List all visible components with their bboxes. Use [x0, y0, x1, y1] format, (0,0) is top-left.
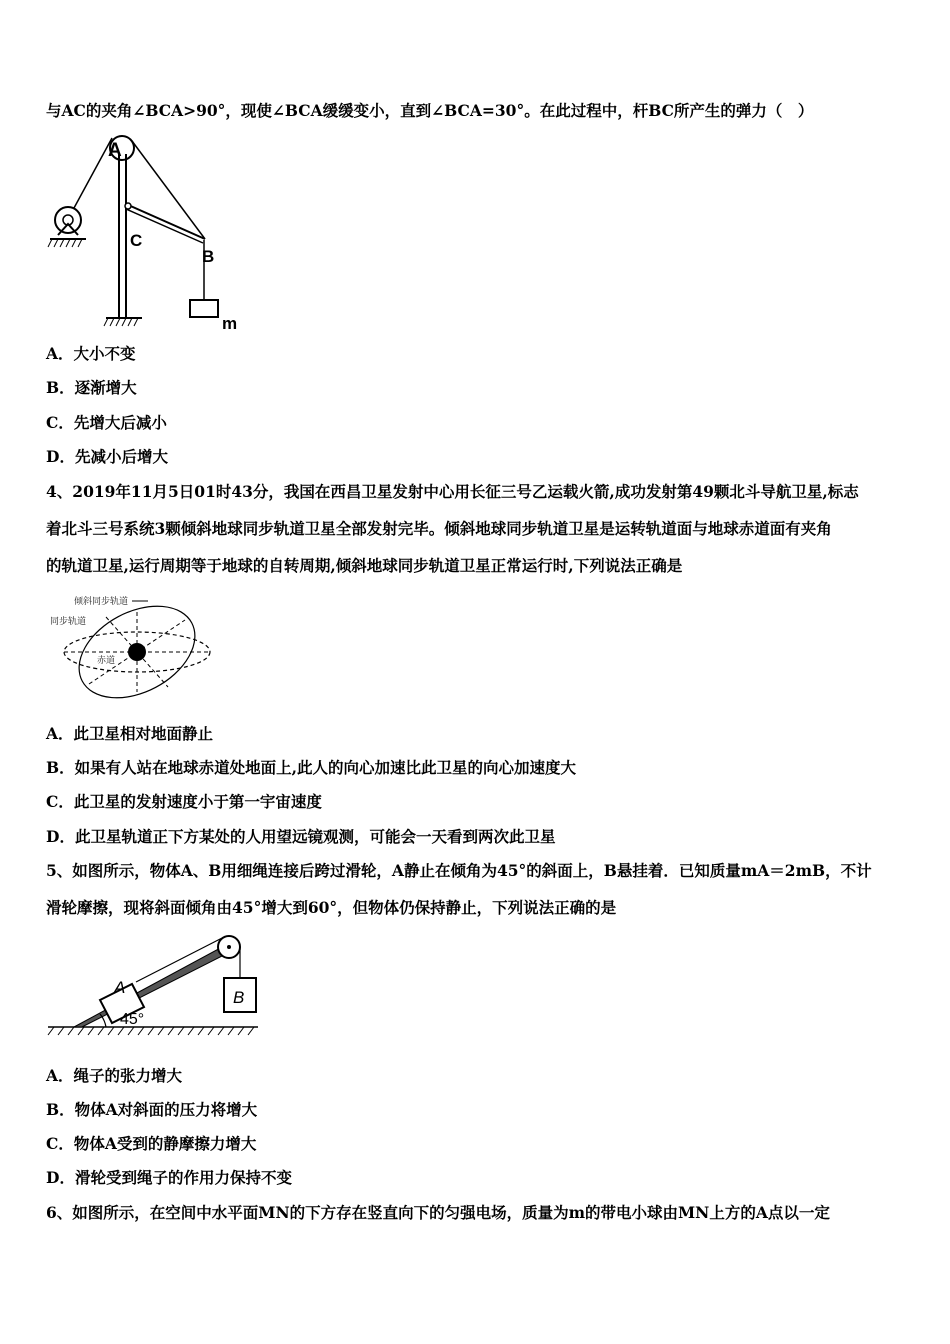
- label-angle: 45°: [120, 1011, 145, 1028]
- label-a: A: [114, 978, 126, 997]
- mass-block: [190, 300, 218, 317]
- q3-option-d: D．先减小后增大: [46, 447, 168, 466]
- q5-option-a: A．绳子的张力增大: [46, 1066, 183, 1085]
- incline: [74, 946, 230, 1027]
- label-sync-orbit: 同步轨道: [50, 616, 87, 626]
- label-inclined-orbit: 倾斜同步轨道: [74, 596, 129, 606]
- winch-wheel: [55, 207, 81, 233]
- q4-option-a: A．此卫星相对地面静止: [46, 724, 214, 743]
- q3-option-a: A．大小不变: [46, 344, 136, 363]
- q4-stem-line-1: 4、2019年11月5日01时43分，我国在西昌卫星发射中心用长征三号乙运载火箭,成功发射第49颗北斗导航卫星,标志: [46, 482, 859, 501]
- q5-figure: [44, 930, 264, 1042]
- label-equator: 赤道: [97, 655, 116, 665]
- q3-figure: [44, 132, 254, 332]
- q5-stem-line-1: 5、如图所示，物体A、B用细绳连接后跨过滑轮，A静止在倾角为45°的斜面上，B悬挂着．已知质量mA＝2mB，不计: [46, 861, 872, 880]
- q5-option-c: C．物体A受到的静摩擦力增大: [46, 1134, 257, 1153]
- q4-option-c: C．此卫星的发射速度小于第一宇宙速度: [46, 792, 322, 811]
- q4-stem-line-3: 的轨道卫星,运行周期等于地球的自转周期,倾斜地球同步轨道卫星正常运行时,下列说法正确是: [46, 556, 683, 575]
- q5-option-d: D．滑轮受到绳子的作用力保持不变: [46, 1168, 292, 1187]
- q4-stem-line-2: 着北斗三号系统3颗倾斜地球同步轨道卫星全部发射完毕。倾斜地球同步轨道卫星是运转轨道面与地球赤道面有夹角: [46, 519, 832, 538]
- label-c: C: [130, 231, 143, 250]
- q5-stem-line-2: 滑轮摩擦，现将斜面倾角由45°增大到60°，但物体仍保持静止，下列说法正确的是: [46, 898, 617, 917]
- q5-option-b: B．物体A对斜面的压力将增大: [46, 1100, 258, 1119]
- q6-stem: 6、如图所示，在空间中水平面MN的下方存在竖直向下的匀强电场，质量为m的带电小球由MN上方的A点以一定: [46, 1203, 830, 1222]
- q4-figure: [44, 592, 214, 710]
- earth: [128, 643, 146, 661]
- q3-stem: 与AC的夹角∠BCA>90°，现使∠BCA缓缓变小，直到∠BCA=30°。在此过程中，杆BC所产生的弹力（ ）: [46, 101, 814, 120]
- q3-option-b: B．逐渐增大: [46, 378, 137, 397]
- q4-option-b: B．如果有人站在地球赤道处地面上,此人的向心加速比此卫星的向心加速度大: [46, 758, 576, 777]
- q3-option-c: C．先增大后减小: [46, 413, 167, 432]
- label-b: B: [202, 247, 215, 266]
- label-m: m: [222, 314, 238, 332]
- label-b: B: [233, 988, 245, 1007]
- q4-option-d: D．此卫星轨道正下方某处的人用望远镜观测，可能会一天看到两次此卫星: [46, 827, 556, 846]
- label-a: A: [108, 140, 122, 161]
